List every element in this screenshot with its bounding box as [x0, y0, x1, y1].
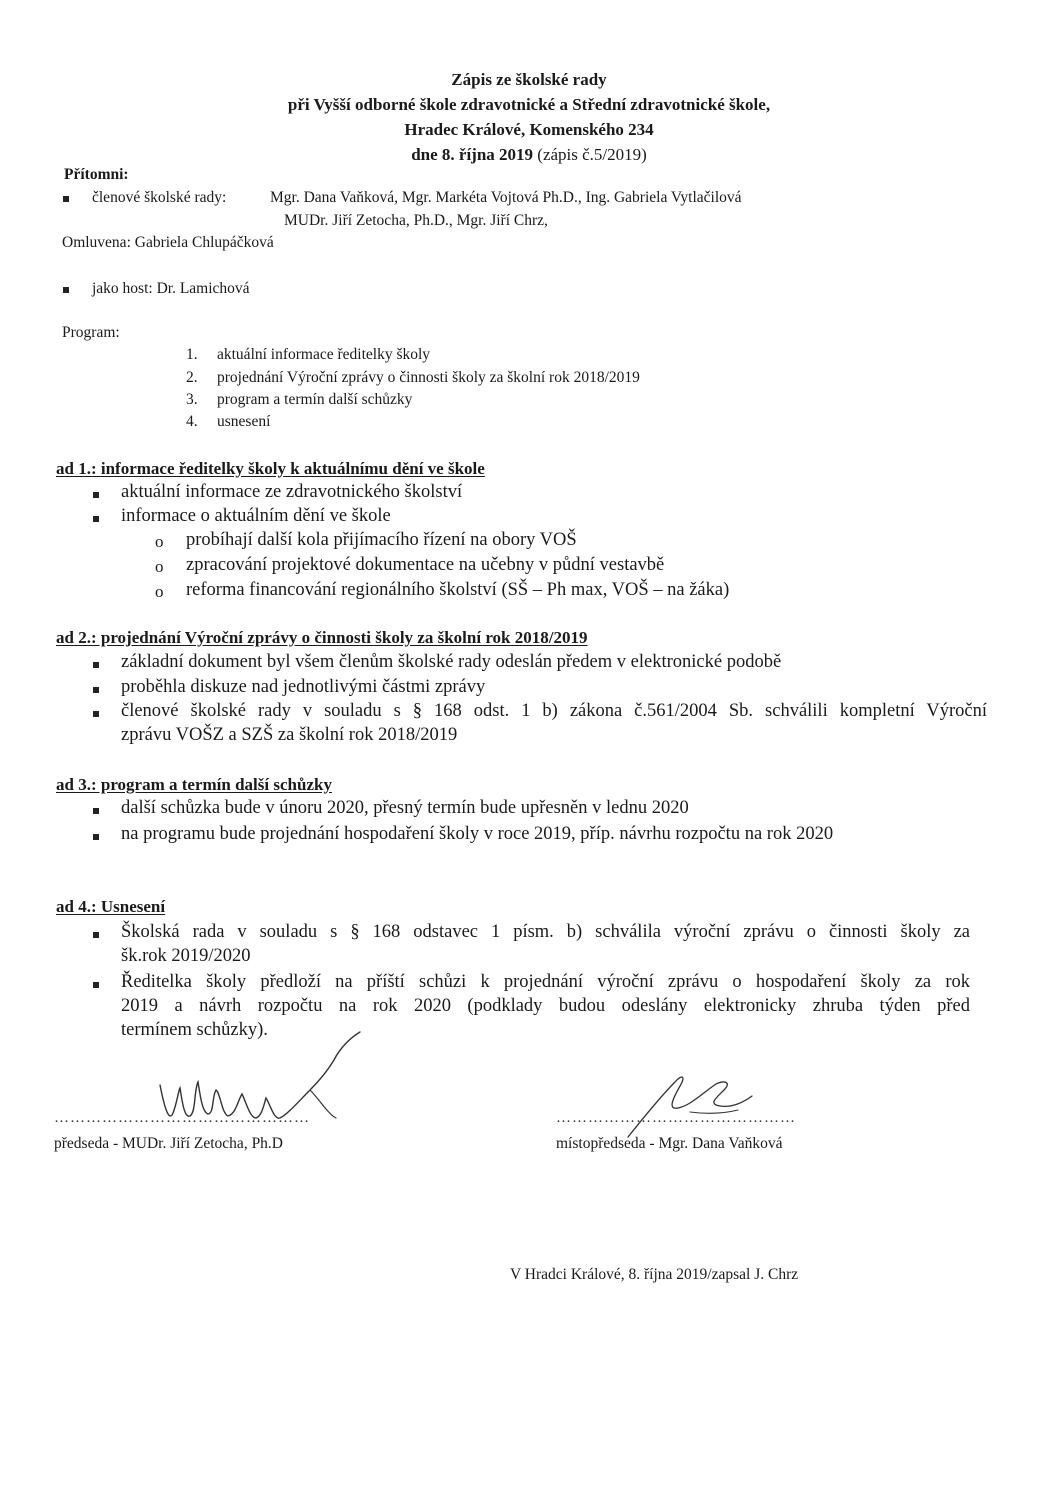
- section-2-item-3-line-2: zprávu VOŠZ a SZŠ za školní rok 2018/2019: [121, 725, 458, 745]
- program-item-num: 3.: [186, 391, 198, 408]
- present-label: Přítomni:: [64, 166, 129, 183]
- section-4-item-2-line-2: 2019 a návrh rozpočtu na rok 2020 (podklady budou odeslány elektronicky zhruba týden před: [121, 996, 970, 1016]
- members-line-1: Mgr. Dana Vaňková, Mgr. Markéta Vojtová Ph.D., Ing. Gabriela Vytlačilová: [270, 189, 742, 206]
- minutes-number: (zápis č.5/2019): [537, 145, 647, 164]
- meeting-date: dne 8. října 2019: [411, 145, 534, 164]
- chair-name: předseda - MUDr. Jiří Zetocha, Ph.D: [54, 1135, 284, 1152]
- members-label: členové školské rady:: [92, 189, 227, 206]
- bullet-icon: [93, 808, 99, 814]
- program-item: projednání Výroční zprávy o činnosti školy za školní rok 2018/2019: [217, 369, 640, 386]
- section-3-item: další schůzka bude v únoru 2020, přesný termín bude upřesněn v lednu 2020: [121, 798, 689, 818]
- school-address: Hradec Králové, Komenského 234: [404, 120, 654, 139]
- section-1-heading: ad 1.: informace ředitelky školy k aktuálnímu dění ve škole: [56, 459, 485, 478]
- program-item: usnesení: [217, 413, 271, 430]
- vice-chair-name: místopředseda - Mgr. Dana Vaňková: [556, 1135, 783, 1152]
- bullet-icon: [93, 932, 99, 938]
- section-3-heading: ad 3.: program a termín další schůzky: [56, 775, 332, 794]
- program-item-num: 4.: [186, 413, 198, 430]
- bullet-icon: [93, 662, 99, 668]
- signature-line-left: …………………………………………: [54, 1110, 310, 1126]
- bullet-icon: [63, 196, 69, 202]
- bullet-icon: [63, 287, 69, 293]
- section-1-item: informace o aktuálním dění ve škole: [121, 506, 391, 526]
- section-2-item-3-line-1: členové školské rady v souladu s § 168 odst. 1 b) zákona č.561/2004 Sb. schválili kompletní Výroční: [121, 701, 987, 721]
- program-item-num: 2.: [186, 369, 198, 386]
- excused-member: Omluvena: Gabriela Chlupáčková: [62, 234, 274, 251]
- section-1-subitem: probíhají další kola přijímacího řízení na obory VOŠ: [186, 530, 577, 550]
- bullet-icon: [93, 982, 99, 988]
- members-line-2: MUDr. Jiří Zetocha, Ph.D., Mgr. Jiří Chrz,: [284, 212, 548, 229]
- section-4-item-2-line-3: termínem schůzky).: [121, 1020, 268, 1040]
- program-item-num: 1.: [186, 346, 198, 363]
- circle-bullet-icon: o: [155, 582, 164, 601]
- bullet-icon: [93, 516, 99, 522]
- section-2-item: proběhla diskuze nad jednotlivými částmi zprávy: [121, 677, 486, 697]
- section-4-item-2-line-1: Ředitelka školy předloží na příští schůzi k projednání výroční zprávu o hospodaření školy za rok: [121, 972, 970, 992]
- bullet-icon: [93, 834, 99, 840]
- meeting-date-line: [0, 145, 1058, 165]
- bullet-icon: [93, 687, 99, 693]
- section-2-item: základní dokument byl všem členům školské rady odeslán předem v elektronické podobě: [121, 652, 782, 672]
- section-1-subitem: zpracování projektové dokumentace na učebny v půdní vestavbě: [186, 555, 665, 575]
- program-item: aktuální informace ředitelky školy: [217, 346, 431, 363]
- guest: jako host: Dr. Lamichová: [92, 280, 250, 297]
- program-item: program a termín další schůzky: [217, 391, 413, 408]
- bullet-icon: [93, 711, 99, 717]
- section-2-heading: ad 2.: projednání Výroční zprávy o činnosti školy za školní rok 2018/2019: [56, 628, 588, 647]
- bullet-icon: [93, 492, 99, 498]
- section-4-item-1-line-2: šk.rok 2019/2020: [121, 946, 251, 966]
- signature-vice-chair: [620, 1062, 770, 1142]
- place-and-date: V Hradci Králové, 8. října 2019/zapsal J. Chrz: [510, 1266, 799, 1283]
- circle-bullet-icon: o: [155, 532, 164, 551]
- document-title: Zápis ze školské rady: [451, 70, 607, 89]
- section-4-item-1-line-1: Školská rada v souladu s § 168 odstavec 1 písm. b) schválila výroční zprávu o činnosti školy za: [121, 922, 970, 942]
- program-label: Program:: [62, 324, 120, 341]
- circle-bullet-icon: o: [155, 557, 164, 576]
- school-name: při Vyšší odborné škole zdravotnické a Střední zdravotnické škole,: [287, 95, 771, 114]
- signature-line-right: ………………………………………: [556, 1110, 796, 1126]
- section-3-item: na programu bude projednání hospodaření školy v roce 2019, příp. návrhu rozpočtu na rok 2020: [121, 824, 834, 844]
- section-1-subitem: reforma financování regionálního školství (SŠ – Ph max, VOŠ – na žáka): [186, 580, 730, 600]
- section-4-heading: ad 4.: Usnesení: [56, 897, 166, 916]
- section-1-item: aktuální informace ze zdravotnického školství: [121, 482, 463, 502]
